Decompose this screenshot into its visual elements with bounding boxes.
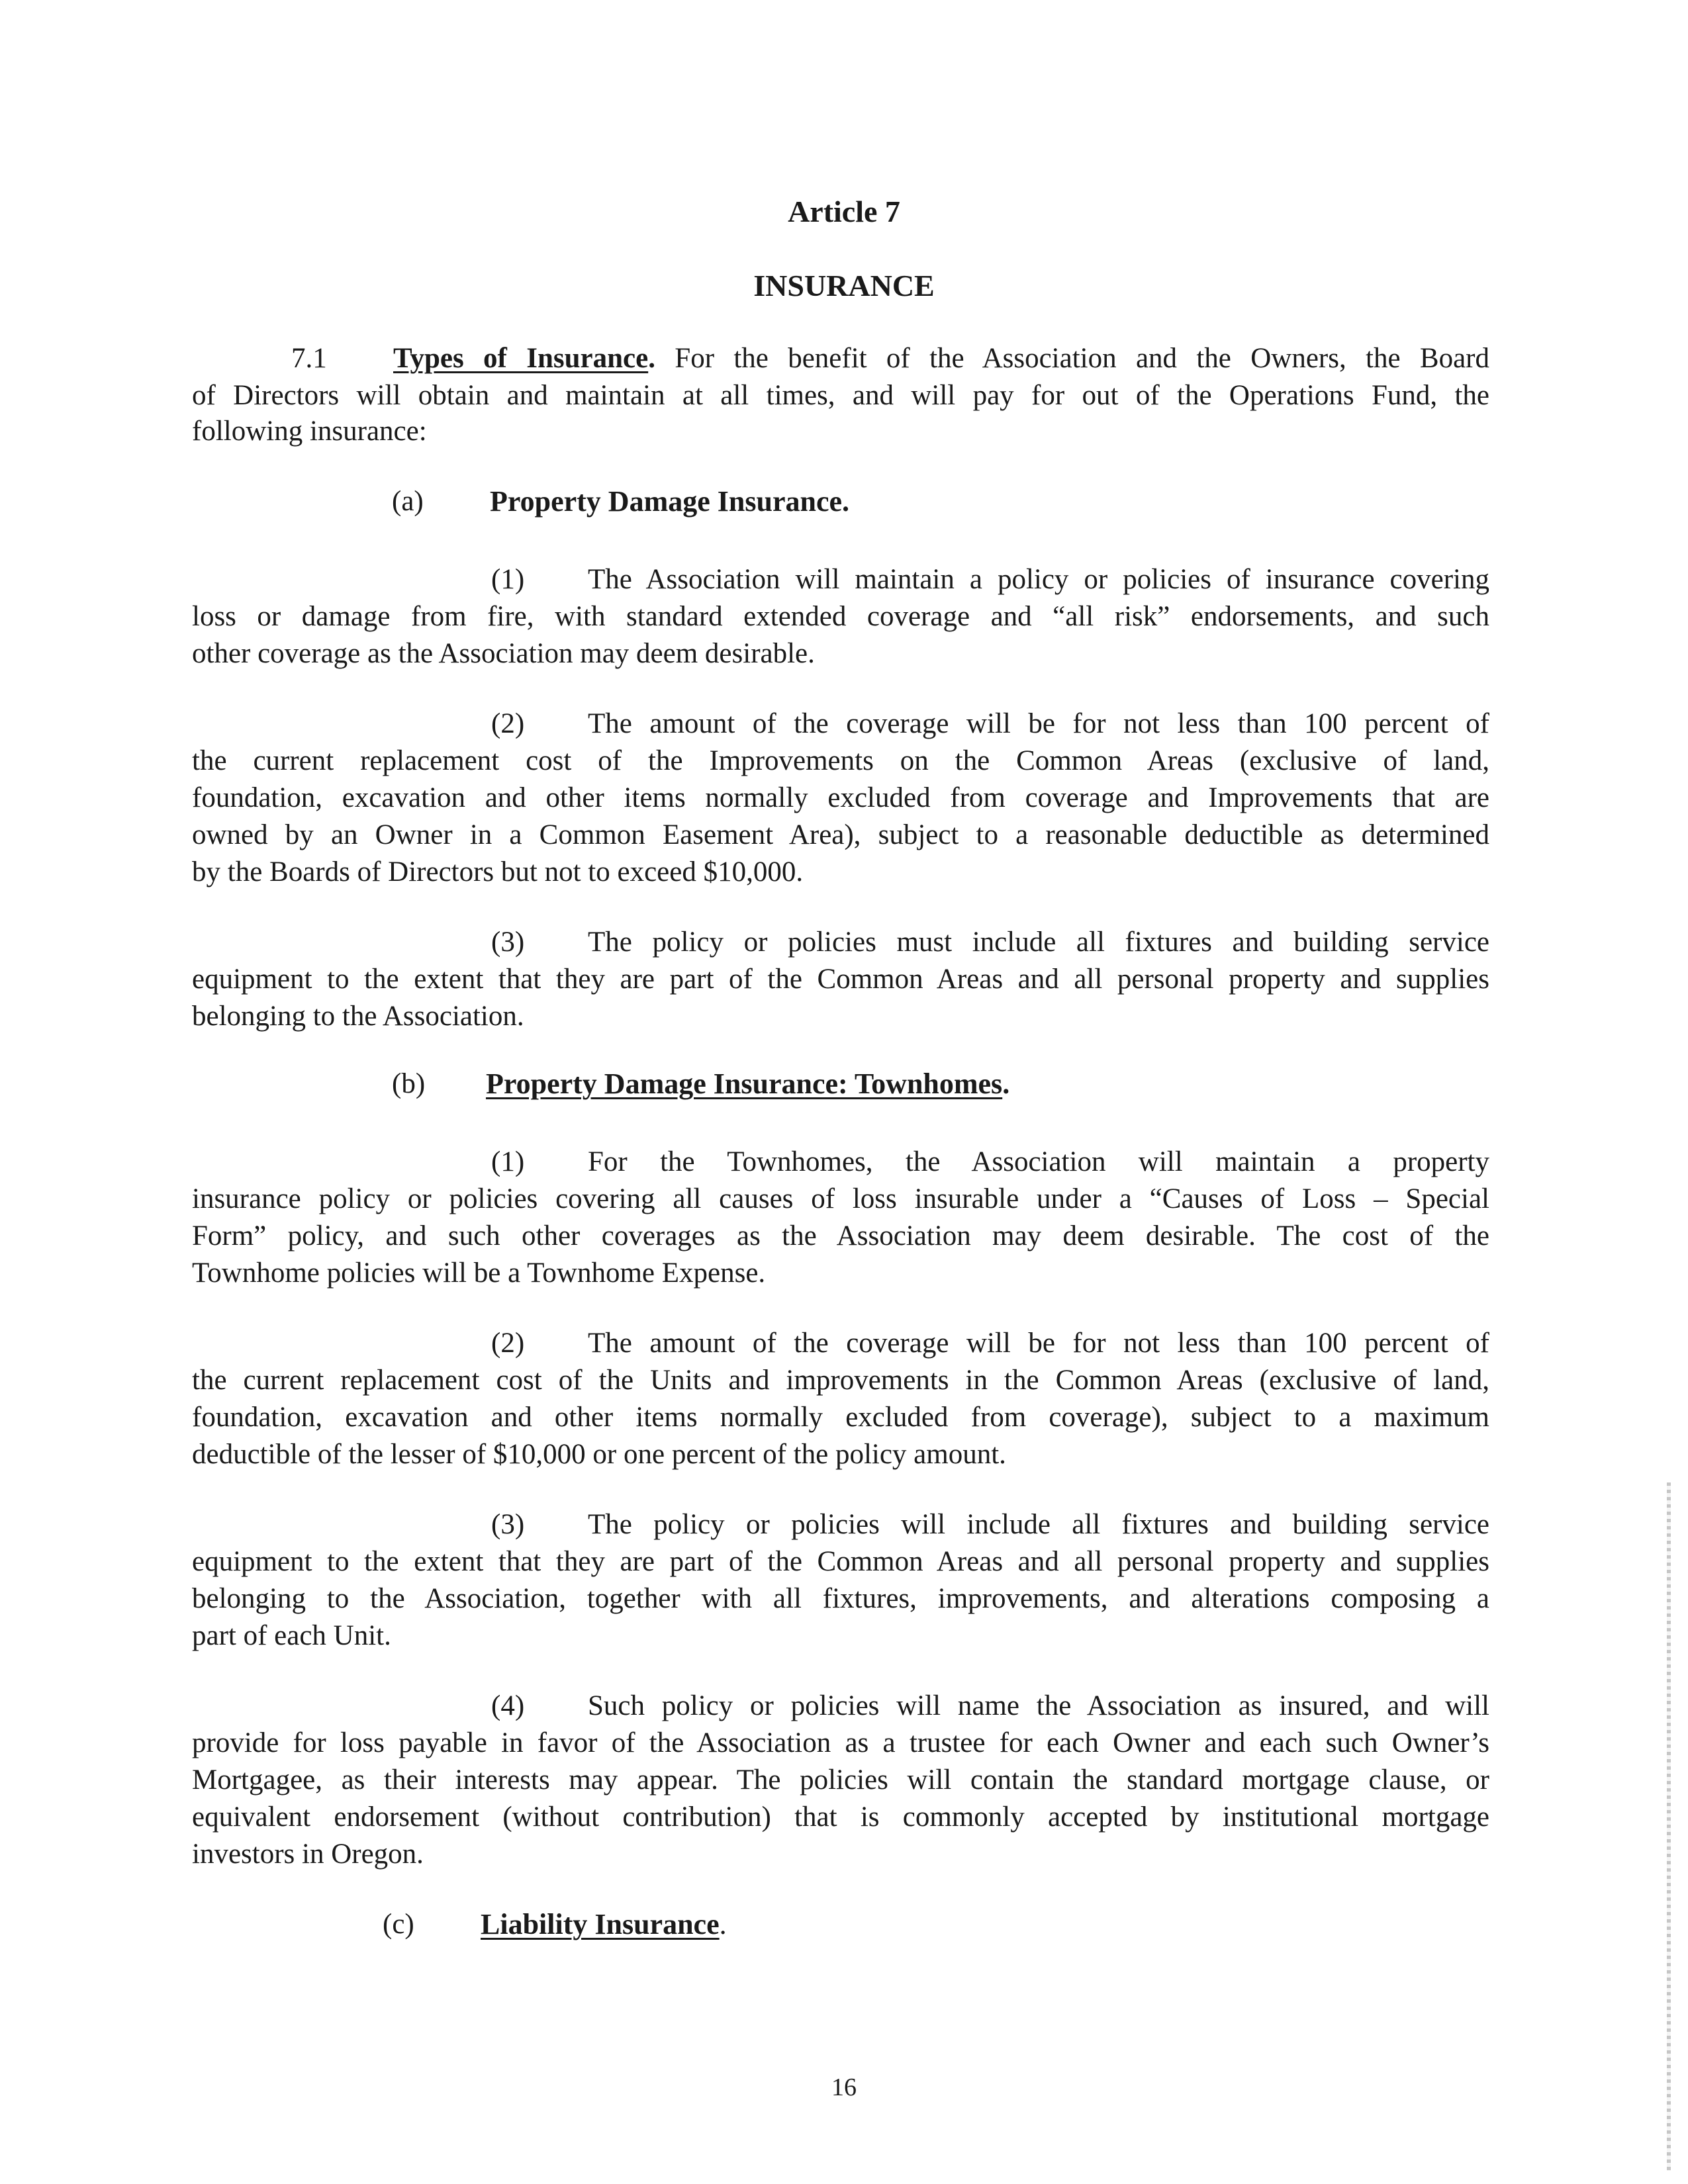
item-text-line: belonging to the Association. bbox=[192, 1001, 524, 1032]
item-text-line: equivalent endorsement (without contribution) that is commonly accepted by institutional mortgage bbox=[192, 1801, 1489, 1833]
subsection-c-label: (c) bbox=[383, 1909, 414, 1940]
item-text-line: investors in Oregon. bbox=[192, 1839, 424, 1870]
item-text-line: insurance policy or policies covering all causes of loss insurable under a “Causes of Loss – Special bbox=[192, 1183, 1489, 1214]
article-number-heading: Article 7 bbox=[788, 195, 900, 228]
item-number: (1) bbox=[491, 1146, 525, 1177]
item-text-line: The amount of the coverage will be for not less than 100 percent of bbox=[588, 708, 1489, 739]
item-text-line: foundation, excavation and other items normally excluded from coverage), subject to a maximum bbox=[192, 1402, 1489, 1433]
page-number: 16 bbox=[831, 2073, 857, 2101]
item-text-line: part of each Unit. bbox=[192, 1620, 391, 1651]
item-text-line: Mortgagee, as their interests may appear. The policies will contain the standard mortgage clause, or bbox=[192, 1764, 1489, 1796]
subsection-b-label: (b) bbox=[392, 1068, 426, 1099]
item-number: (4) bbox=[491, 1690, 525, 1721]
item-number: (3) bbox=[491, 1509, 525, 1540]
item-text-line: loss or damage from fire, with standard extended coverage and “all risk” endorsements, and such bbox=[192, 601, 1489, 632]
item-text-line: Such policy or policies will name the Association as insured, and will bbox=[588, 1690, 1489, 1721]
item-number: (3) bbox=[491, 927, 525, 958]
item-text-line: The policy or policies must include all fixtures and building service bbox=[588, 927, 1489, 958]
item-number: (2) bbox=[491, 1328, 525, 1359]
item-text-line: the current replacement cost of the Units and improvements in the Common Areas (exclusive of land, bbox=[192, 1365, 1489, 1396]
section-7-1-first-line: Types of Insurance. For the benefit of the Association and the Owners, the Board bbox=[393, 343, 1490, 374]
subsection-b-title: Property Damage Insurance: Townhomes bbox=[486, 1068, 1003, 1100]
subsection-c-title-line: Liability Insurance. bbox=[481, 1908, 727, 1940]
item-text-line: by the Boards of Directors but not to exceed $10,000. bbox=[192, 856, 804, 887]
article-title: INSURANCE bbox=[753, 269, 935, 302]
section-text-line: following insurance: bbox=[192, 416, 427, 447]
scan-edge-artifact bbox=[1667, 1482, 1671, 2171]
section-number: 7.1 bbox=[291, 343, 327, 374]
item-text-line: provide for loss payable in favor of the Association as a trustee for each Owner and each such Owner’s bbox=[192, 1727, 1489, 1758]
item-text-line: the current replacement cost of the Improvements on the Common Areas (exclusive of land, bbox=[192, 745, 1489, 776]
section-text-line: For the benefit of the Association and the Owners, the Board bbox=[675, 343, 1490, 374]
item-text-line: other coverage as the Association may deem desirable. bbox=[192, 638, 815, 669]
section-text-line: of Directors will obtain and maintain at all times, and will pay for out of the Operations Fund, the bbox=[192, 380, 1489, 411]
item-text-line: Townhome policies will be a Townhome Expense. bbox=[192, 1257, 766, 1289]
item-text-line: belonging to the Association, together with all fixtures, improvements, and alterations composing a bbox=[192, 1583, 1489, 1614]
section-heading: Types of Insurance bbox=[393, 343, 649, 374]
item-text-line: The amount of the coverage will be for not less than 100 percent of bbox=[588, 1328, 1489, 1359]
item-text-line: The policy or policies will include all fixtures and building service bbox=[588, 1509, 1489, 1540]
subsection-a-label: (a) bbox=[392, 486, 424, 517]
item-text-line: equipment to the extent that they are part of the Common Areas and all personal property and supplies bbox=[192, 1546, 1489, 1577]
item-text-line: Form” policy, and such other coverages as the Association may deem desirable. The cost of the bbox=[192, 1220, 1489, 1251]
item-number: (2) bbox=[491, 708, 525, 739]
subsection-a-title: Property Damage Insurance. bbox=[490, 485, 849, 518]
item-text-line: The Association will maintain a policy or policies of insurance covering bbox=[588, 564, 1489, 595]
subsection-c-title: Liability Insurance bbox=[481, 1908, 720, 1940]
item-text-line: foundation, excavation and other items normally excluded from coverage and Improvements that are bbox=[192, 782, 1489, 813]
item-text-line: For the Townhomes, the Association will maintain a property bbox=[588, 1146, 1489, 1177]
item-text-line: owned by an Owner in a Common Easement Area), subject to a reasonable deductible as determined bbox=[192, 819, 1489, 850]
item-text-line: equipment to the extent that they are part of the Common Areas and all personal property and supplies bbox=[192, 964, 1489, 995]
subsection-b-title-line: Property Damage Insurance: Townhomes. bbox=[486, 1068, 1010, 1100]
item-text-line: deductible of the lesser of $10,000 or one percent of the policy amount. bbox=[192, 1439, 1006, 1470]
item-number: (1) bbox=[491, 564, 525, 595]
